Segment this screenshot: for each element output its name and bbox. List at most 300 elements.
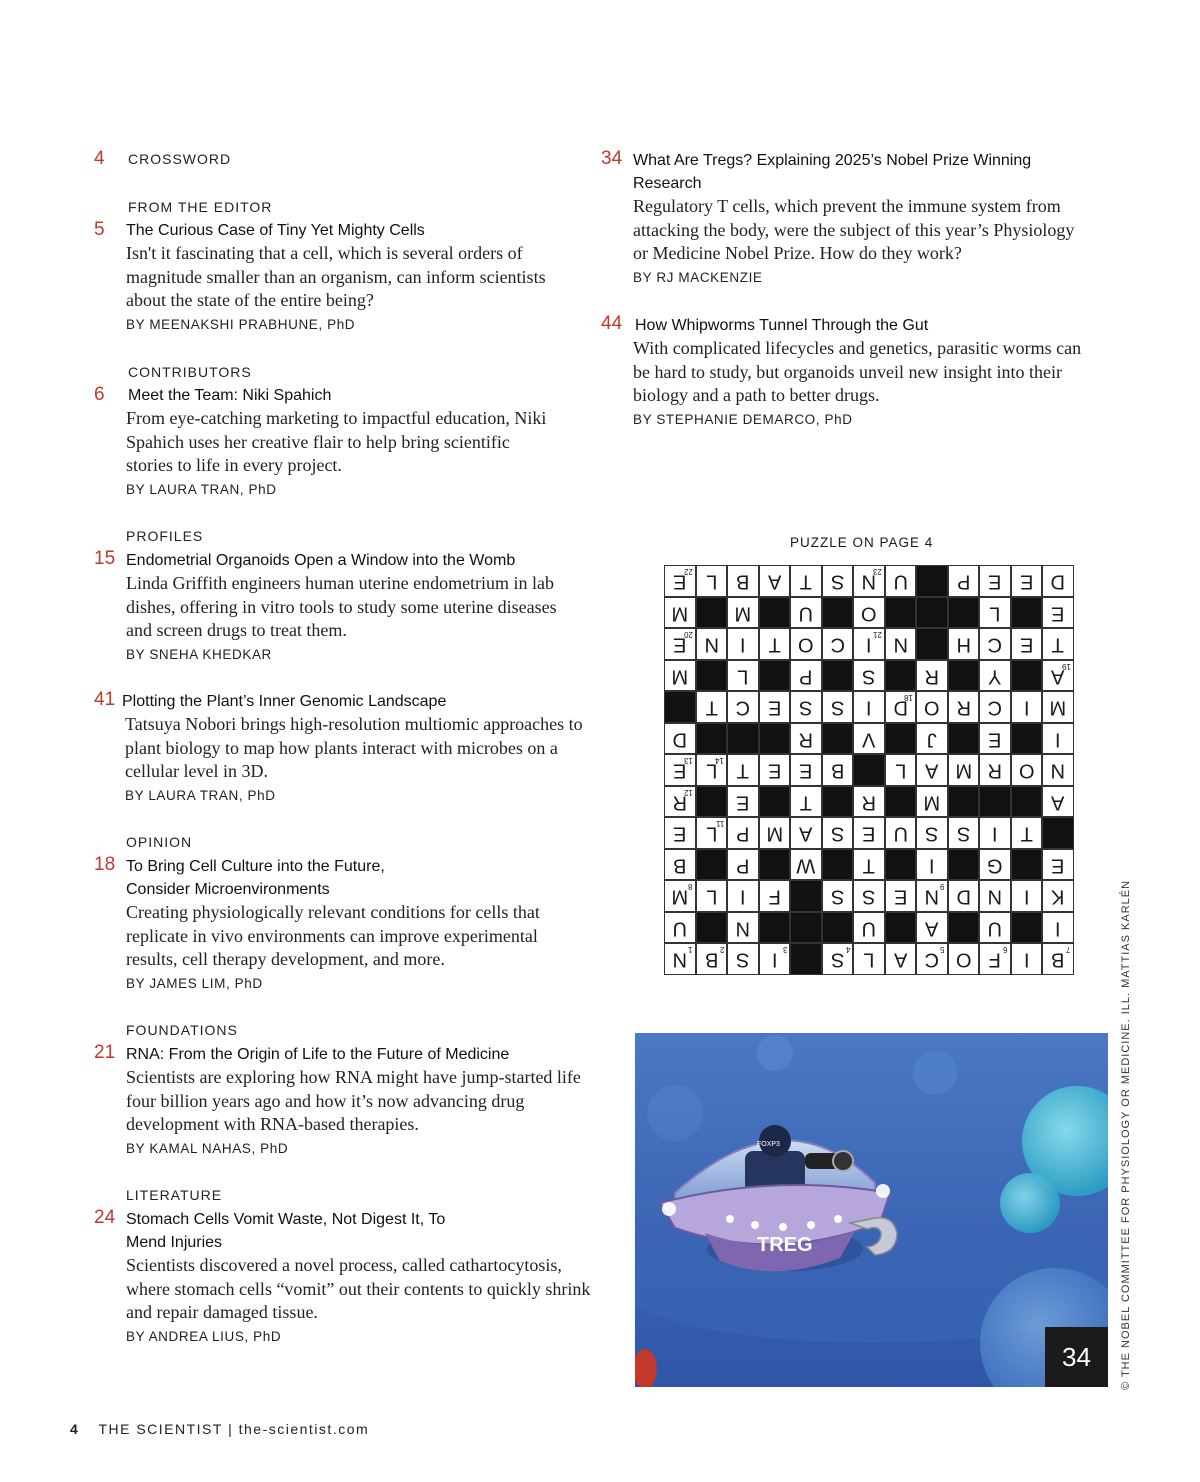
crossword-cell bbox=[1011, 628, 1043, 660]
crossword-cell bbox=[853, 849, 885, 881]
article-title[interactable]: Endometrial Organoids Open a Window into the Womb bbox=[126, 552, 516, 569]
crossword-black-cell bbox=[727, 723, 759, 755]
crossword-letter: J bbox=[926, 727, 937, 750]
toc-page-number: 44 bbox=[601, 313, 623, 334]
crossword-letter: S bbox=[925, 822, 939, 845]
crossword-cell bbox=[979, 660, 1011, 692]
crossword-letter: P bbox=[956, 570, 970, 593]
crossword-black-cell bbox=[885, 786, 917, 818]
crossword-cell bbox=[1042, 628, 1074, 660]
crossword-black-cell bbox=[948, 723, 980, 755]
crossword-cell bbox=[979, 754, 1011, 786]
crossword-cell bbox=[664, 880, 696, 912]
crossword-letter: M bbox=[1049, 696, 1067, 719]
crossword-black-cell bbox=[1011, 912, 1043, 944]
crossword-cell bbox=[696, 628, 728, 660]
article-title[interactable]: RNA: From the Origin of Life to the Future of Medicine bbox=[126, 1046, 510, 1063]
crossword-black-cell bbox=[822, 849, 854, 881]
crossword-letter: L bbox=[705, 570, 717, 593]
crossword-cell bbox=[822, 817, 854, 849]
crossword-clue-number: 12 bbox=[683, 787, 693, 797]
crossword-cell bbox=[759, 880, 791, 912]
crossword-letter: A bbox=[1051, 664, 1065, 687]
crossword-cell bbox=[759, 817, 791, 849]
toc-entry[interactable] bbox=[126, 384, 596, 497]
crossword-letter: B bbox=[704, 948, 718, 971]
crossword-black-cell bbox=[696, 912, 728, 944]
crossword-black-cell bbox=[1011, 786, 1043, 818]
crossword-black-cell bbox=[916, 597, 948, 629]
crossword-black-cell bbox=[696, 660, 728, 692]
article-byline: BY LAURA TRAN, PhD bbox=[125, 787, 276, 803]
crossword-letter: E bbox=[1019, 570, 1033, 593]
crossword-letter: L bbox=[705, 759, 717, 782]
crossword-letter: S bbox=[830, 948, 844, 971]
crossword-clue-number: 23 bbox=[872, 567, 882, 576]
crossword-cell bbox=[790, 754, 822, 786]
footer-page-number: 4 bbox=[70, 1421, 80, 1437]
toc-page-number: 18 bbox=[94, 854, 116, 875]
crossword-cell bbox=[916, 817, 948, 849]
crossword-cell bbox=[916, 660, 948, 692]
crossword-cell bbox=[1011, 880, 1043, 912]
crossword-cell bbox=[916, 691, 948, 723]
crossword-letter: R bbox=[987, 759, 1002, 782]
article-title[interactable]: Stomach Cells Vomit Waste, Not Digest It, To Mend Injuries bbox=[126, 1211, 446, 1251]
article-byline: BY MEENAKSHI PRABHUNE, PhD bbox=[126, 316, 356, 332]
crossword-black-cell bbox=[948, 660, 980, 692]
crossword-cell bbox=[759, 943, 791, 975]
toc-entry[interactable] bbox=[633, 149, 1083, 285]
crossword-cell bbox=[853, 817, 885, 849]
crossword-black-cell bbox=[759, 912, 791, 944]
crossword-letter: D bbox=[1050, 570, 1065, 593]
crossword-cell bbox=[727, 817, 759, 849]
crossword-letter: M bbox=[671, 885, 689, 908]
article-title[interactable]: Plotting the Plant’s Inner Genomic Landscape bbox=[122, 693, 447, 710]
crossword-letter: S bbox=[830, 885, 844, 908]
crossword-cell bbox=[727, 660, 759, 692]
article-title[interactable]: How Whipworms Tunnel Through the Gut bbox=[635, 317, 929, 334]
section-label: OPINION bbox=[126, 834, 193, 850]
section-label-profiles bbox=[126, 528, 203, 550]
crossword-cell bbox=[822, 754, 854, 786]
crossword-cell bbox=[664, 565, 696, 597]
crossword-black-cell bbox=[759, 849, 791, 881]
crossword-letter: E bbox=[767, 759, 781, 782]
crossword-black-cell bbox=[1011, 660, 1043, 692]
toc-entry[interactable] bbox=[126, 1208, 596, 1344]
crossword-cell bbox=[822, 628, 854, 660]
crossword-cell bbox=[727, 691, 759, 723]
crossword-cell bbox=[790, 817, 822, 849]
crossword-cell bbox=[727, 786, 759, 818]
crossword-black-cell bbox=[759, 723, 791, 755]
crossword-letter: I bbox=[739, 633, 746, 656]
article-byline: BY JAMES LIM, PhD bbox=[126, 975, 263, 991]
crossword-cell bbox=[853, 880, 885, 912]
crossword-letter: E bbox=[988, 727, 1002, 750]
crossword-clue-number: 3 bbox=[782, 945, 787, 954]
crossword-letter: R bbox=[924, 664, 939, 687]
crossword-letter: I bbox=[991, 822, 998, 845]
crossword-cell bbox=[664, 817, 696, 849]
crossword-black-cell bbox=[822, 786, 854, 818]
crossword-letter: U bbox=[861, 916, 876, 939]
crossword-cell bbox=[822, 880, 854, 912]
crossword-letter: M bbox=[923, 790, 941, 813]
crossword-letter: I bbox=[1023, 885, 1030, 908]
crossword-letter: E bbox=[1019, 633, 1033, 656]
crossword-cell bbox=[979, 849, 1011, 881]
crossword-cell bbox=[790, 628, 822, 660]
crossword-cell bbox=[696, 754, 728, 786]
crossword-black-cell bbox=[885, 723, 917, 755]
crossword-cell bbox=[853, 660, 885, 692]
crossword-cell bbox=[696, 943, 728, 975]
crossword-black-cell bbox=[759, 660, 791, 692]
crossword-letter: V bbox=[862, 727, 876, 750]
crossword-cell bbox=[696, 880, 728, 912]
crossword-cell bbox=[1011, 565, 1043, 597]
ship-label: TREG bbox=[757, 1234, 813, 1256]
article-title[interactable]: What Are Tregs? Explaining 2025’s Nobel Prize Winning Research bbox=[633, 152, 1032, 192]
toc-entry[interactable] bbox=[633, 314, 1083, 427]
crossword-cell bbox=[1042, 849, 1074, 881]
toc-entry[interactable] bbox=[126, 549, 596, 662]
crossword-cell bbox=[696, 691, 728, 723]
crossword-cell bbox=[696, 817, 728, 849]
section-label-from-the-editor bbox=[128, 199, 598, 221]
crossword-cell bbox=[664, 723, 696, 755]
crossword-letter: U bbox=[672, 916, 687, 939]
crossword-cell bbox=[1042, 723, 1074, 755]
crossword-letter: C bbox=[924, 948, 939, 971]
crossword-black-cell bbox=[664, 691, 696, 723]
crossword-letter: M bbox=[765, 822, 783, 845]
crossword-letter: I bbox=[739, 885, 746, 908]
crossword-letter: S bbox=[830, 696, 844, 719]
crossword-black-cell bbox=[948, 849, 980, 881]
crossword-letter: E bbox=[1051, 853, 1065, 876]
crossword-cell bbox=[790, 691, 822, 723]
crossword-letter: I bbox=[1023, 948, 1030, 971]
crossword-letter: T bbox=[862, 853, 875, 876]
crossword-cell bbox=[979, 597, 1011, 629]
crossword-cell bbox=[916, 943, 948, 975]
crossword-letter: B bbox=[1051, 948, 1065, 971]
crossword-black-cell bbox=[885, 597, 917, 629]
crossword-cell bbox=[1042, 691, 1074, 723]
crossword-letter: P bbox=[736, 853, 750, 876]
crossword-letter: H bbox=[956, 633, 971, 656]
crossword-cell bbox=[822, 691, 854, 723]
crossword-cell bbox=[979, 691, 1011, 723]
crossword-cell bbox=[727, 597, 759, 629]
crossword-letter: N bbox=[987, 885, 1002, 908]
toc-page-number: 15 bbox=[94, 548, 116, 569]
article-description: Isn't it fascinating that a cell, which is several orders of magnitude smaller than an organism, can inform scientists about the state of the entire being? bbox=[126, 243, 546, 310]
crossword-cell bbox=[759, 754, 791, 786]
crossword-letter: R bbox=[956, 696, 971, 719]
crossword-letter: A bbox=[925, 759, 939, 782]
crossword-letter: M bbox=[954, 759, 972, 782]
crossword-letter: K bbox=[1051, 885, 1065, 908]
crossword-letter: S bbox=[830, 822, 844, 845]
article-byline: BY STEPHANIE DEMARCO, PhD bbox=[633, 411, 853, 427]
crossword-letter: T bbox=[736, 759, 749, 782]
section-label: FOUNDATIONS bbox=[126, 1022, 238, 1038]
crossword-cell bbox=[948, 817, 980, 849]
crossword-cell bbox=[979, 565, 1011, 597]
crossword-cell bbox=[727, 912, 759, 944]
article-description: With complicated lifecycles and genetics, parasitic worms can be hard to study, but organoids unveil new insight into their biology and a path to better drugs. bbox=[633, 338, 1082, 405]
crossword-letter: U bbox=[987, 916, 1002, 939]
article-byline: BY SNEHA KHEDKAR bbox=[126, 646, 272, 662]
crossword-cell bbox=[790, 565, 822, 597]
crossword-black-cell bbox=[885, 912, 917, 944]
section-label: PROFILES bbox=[126, 528, 204, 544]
crossword-clue-number: 8 bbox=[688, 882, 693, 891]
section-label-literature bbox=[126, 1187, 222, 1209]
crossword-cell bbox=[948, 628, 980, 660]
crossword-letter: O bbox=[860, 601, 877, 624]
toc-entry[interactable] bbox=[126, 1043, 596, 1156]
crossword-cell bbox=[1042, 754, 1074, 786]
crossword-letter: I bbox=[1023, 696, 1030, 719]
crossword-letter: G bbox=[986, 853, 1003, 876]
crossword-black-cell bbox=[948, 597, 980, 629]
toc-entry-crossword[interactable] bbox=[128, 151, 598, 173]
crossword-cell bbox=[916, 880, 948, 912]
crossword-black-cell bbox=[1011, 597, 1043, 629]
crossword-letter: E bbox=[673, 822, 687, 845]
crossword-cell bbox=[1011, 691, 1043, 723]
crossword-letter: E bbox=[767, 696, 781, 719]
crossword-clue-number: 2 bbox=[719, 945, 724, 954]
crossword-letter: D bbox=[893, 696, 908, 719]
article-description: Linda Griffith engineers human uterine endometrium in lab dishes, offering in vitro tools to study some uterine diseases and screen drugs to treat them. bbox=[126, 573, 557, 640]
crossword-cell bbox=[948, 943, 980, 975]
crossword-black-cell bbox=[979, 786, 1011, 818]
crossword-letter: N bbox=[893, 633, 908, 656]
article-byline: BY ANDREA LIUS, PhD bbox=[126, 1328, 282, 1344]
section-label: FROM THE EDITOR bbox=[128, 199, 273, 215]
crossword-cell bbox=[979, 723, 1011, 755]
crossword-letter: D bbox=[956, 885, 971, 908]
article-title[interactable]: The Curious Case of Tiny Yet Mighty Cells bbox=[126, 222, 425, 239]
toc-page-number: 41 bbox=[94, 689, 116, 710]
crossword-letter: L bbox=[894, 759, 906, 782]
toc-page-number: 34 bbox=[601, 148, 623, 169]
article-title[interactable]: Meet the Team: Niki Spahich bbox=[128, 387, 332, 404]
crossword-letter: E bbox=[893, 885, 907, 908]
crossword-black-cell bbox=[1011, 723, 1043, 755]
section-label: CROSSWORD bbox=[128, 151, 232, 167]
crossword-clue-number: 19 bbox=[1061, 661, 1071, 671]
crossword-cell bbox=[853, 723, 885, 755]
crossword-solution-grid bbox=[664, 565, 1074, 975]
crossword-letter: M bbox=[671, 601, 689, 624]
crossword-letter: N bbox=[861, 570, 876, 593]
crossword-letter: A bbox=[925, 916, 939, 939]
crossword-black-cell bbox=[790, 912, 822, 944]
crossword-cell bbox=[1011, 817, 1043, 849]
crossword-clue-number: 6 bbox=[1003, 945, 1008, 954]
crossword-letter: T bbox=[1020, 822, 1033, 845]
crossword-cell bbox=[916, 723, 948, 755]
crossword-cell bbox=[1042, 660, 1074, 692]
article-byline: BY RJ MACKENZIE bbox=[633, 269, 763, 285]
crossword-cell bbox=[853, 597, 885, 629]
crossword-letter: L bbox=[705, 822, 717, 845]
toc-page-number: 5 bbox=[94, 219, 105, 240]
crossword-cell bbox=[1042, 880, 1074, 912]
crossword-letter: M bbox=[734, 601, 752, 624]
crossword-clue-number: 21 bbox=[872, 630, 882, 639]
crossword-letter: B bbox=[830, 759, 844, 782]
crossword-letter: O bbox=[797, 633, 814, 656]
crossword-cell bbox=[664, 912, 696, 944]
crossword-black-cell bbox=[790, 943, 822, 975]
crossword-letter: U bbox=[893, 570, 908, 593]
crossword-letter: C bbox=[987, 633, 1002, 656]
toc-entry[interactable] bbox=[122, 690, 602, 803]
crossword-clue-number: 9 bbox=[940, 882, 945, 891]
crossword-cell bbox=[853, 691, 885, 723]
crossword-cell bbox=[664, 943, 696, 975]
crossword-letter: L bbox=[989, 601, 1001, 624]
crossword-letter: O bbox=[923, 696, 940, 719]
article-description: From eye-catching marketing to impactful education, Niki Spahich uses her creative flair to help bring scientific stories to life in every project. bbox=[126, 408, 547, 475]
crossword-cell bbox=[853, 943, 885, 975]
crossword-cell bbox=[885, 565, 917, 597]
crossword-letter: N bbox=[672, 948, 687, 971]
treg-illustration bbox=[635, 1033, 1108, 1387]
crossword-cell bbox=[916, 912, 948, 944]
crossword-letter: E bbox=[862, 822, 876, 845]
crossword-cell bbox=[1042, 597, 1074, 629]
crossword-cell bbox=[979, 628, 1011, 660]
footer-separator: | bbox=[228, 1421, 234, 1437]
crossword-letter: U bbox=[798, 601, 813, 624]
crossword-cell bbox=[979, 943, 1011, 975]
crossword-black-cell bbox=[696, 786, 728, 818]
crossword-cell bbox=[664, 786, 696, 818]
crossword-letter: E bbox=[673, 570, 687, 593]
crossword-letter: A bbox=[893, 948, 907, 971]
crossword-cell bbox=[979, 880, 1011, 912]
crossword-letter: S bbox=[862, 885, 876, 908]
article-description: Scientists are exploring how RNA might have jump-started life four billion years ago and how it’s now advancing drug development with RNA-based therapies. bbox=[126, 1067, 581, 1134]
crossword-cell bbox=[664, 754, 696, 786]
page-badge: 34 bbox=[1045, 1327, 1108, 1387]
crossword-letter: S bbox=[799, 696, 813, 719]
crossword-cell bbox=[948, 691, 980, 723]
crossword-letter: I bbox=[928, 853, 935, 876]
article-description: Scientists discovered a novel process, called cathartocytosis, where stomach cells “vomit” out their contents to quickly shrink and repair damaged tissue. bbox=[126, 1255, 591, 1322]
crossword-letter: W bbox=[796, 853, 816, 876]
crossword-cell bbox=[727, 565, 759, 597]
article-description: Creating physiologically relevant conditions for cells that replicate in vivo environments can improve experimental results, cell therapy development, and more. bbox=[126, 902, 540, 969]
crossword-black-cell bbox=[822, 660, 854, 692]
crossword-cell bbox=[664, 628, 696, 660]
crossword-cell bbox=[822, 943, 854, 975]
crossword-cell bbox=[759, 628, 791, 660]
article-description: Regulatory T cells, which prevent the immune system from attacking the body, were the subject of this year’s Physiology or Medicine Nobel Prize. How do they work? bbox=[633, 196, 1075, 263]
crossword-letter: B bbox=[673, 853, 687, 876]
crossword-letter: P bbox=[799, 664, 813, 687]
crossword-black-cell bbox=[853, 754, 885, 786]
crossword-black-cell bbox=[696, 723, 728, 755]
crossword-black-cell bbox=[1042, 817, 1074, 849]
crossword-cell bbox=[664, 849, 696, 881]
crossword-black-cell bbox=[885, 660, 917, 692]
website-link[interactable]: the-scientist.com bbox=[238, 1421, 370, 1437]
crossword-cell bbox=[979, 912, 1011, 944]
section-label-foundations bbox=[126, 1022, 238, 1044]
puzzle-label: PUZZLE ON PAGE 4 bbox=[790, 535, 934, 550]
crossword-letter: F bbox=[988, 948, 1001, 971]
crossword-cell bbox=[759, 691, 791, 723]
crossword-letter: E bbox=[988, 570, 1002, 593]
crossword-cell bbox=[727, 943, 759, 975]
crossword-cell bbox=[853, 565, 885, 597]
toc-entry[interactable] bbox=[126, 855, 596, 991]
crossword-letter: C bbox=[987, 696, 1002, 719]
crossword-letter: T bbox=[1051, 633, 1064, 656]
crossword-clue-number: 1 bbox=[688, 945, 693, 954]
crossword-cell bbox=[853, 628, 885, 660]
toc-page-number: 21 bbox=[94, 1042, 116, 1063]
magazine-name[interactable]: THE SCIENTIST bbox=[98, 1421, 223, 1437]
crossword-cell bbox=[948, 565, 980, 597]
crossword-clue-number: 18 bbox=[904, 693, 913, 702]
crossword-letter: R bbox=[798, 727, 813, 750]
crossword-cell bbox=[885, 628, 917, 660]
crossword-cell bbox=[1042, 786, 1074, 818]
page-footer bbox=[70, 1421, 369, 1437]
crossword-letter: T bbox=[705, 696, 718, 719]
crossword-cell bbox=[759, 565, 791, 597]
crossword-letter: F bbox=[768, 885, 781, 908]
crossword-clue-number: 14 bbox=[715, 756, 724, 765]
crossword-cell bbox=[790, 597, 822, 629]
crossword-cell bbox=[790, 786, 822, 818]
crossword-letter: B bbox=[736, 570, 750, 593]
crossword-black-cell bbox=[696, 849, 728, 881]
crossword-black-cell bbox=[822, 597, 854, 629]
crossword-black-cell bbox=[885, 849, 917, 881]
crossword-letter: Y bbox=[988, 664, 1002, 687]
crossword-letter: E bbox=[799, 759, 813, 782]
toc-entry[interactable] bbox=[126, 219, 596, 332]
crossword-letter: C bbox=[830, 633, 845, 656]
crossword-letter: O bbox=[955, 948, 972, 971]
crossword-letter: S bbox=[862, 664, 876, 687]
crossword-cell bbox=[1042, 912, 1074, 944]
crossword-cell bbox=[664, 597, 696, 629]
crossword-letter: I bbox=[1054, 727, 1061, 750]
crossword-letter: I bbox=[1054, 916, 1061, 939]
article-title[interactable]: To Bring Cell Culture into the Future, Consider Microenvironments bbox=[126, 858, 385, 898]
crossword-cell bbox=[1011, 754, 1043, 786]
crossword-letter: E bbox=[673, 759, 687, 782]
crossword-letter: E bbox=[673, 633, 687, 656]
article-description: Tatsuya Nobori brings high-resolution multiomic approaches to plant biology to map how plants interact with microbes on a cellular level in 3D. bbox=[125, 714, 583, 781]
crossword-black-cell bbox=[916, 565, 948, 597]
crossword-cell bbox=[853, 912, 885, 944]
